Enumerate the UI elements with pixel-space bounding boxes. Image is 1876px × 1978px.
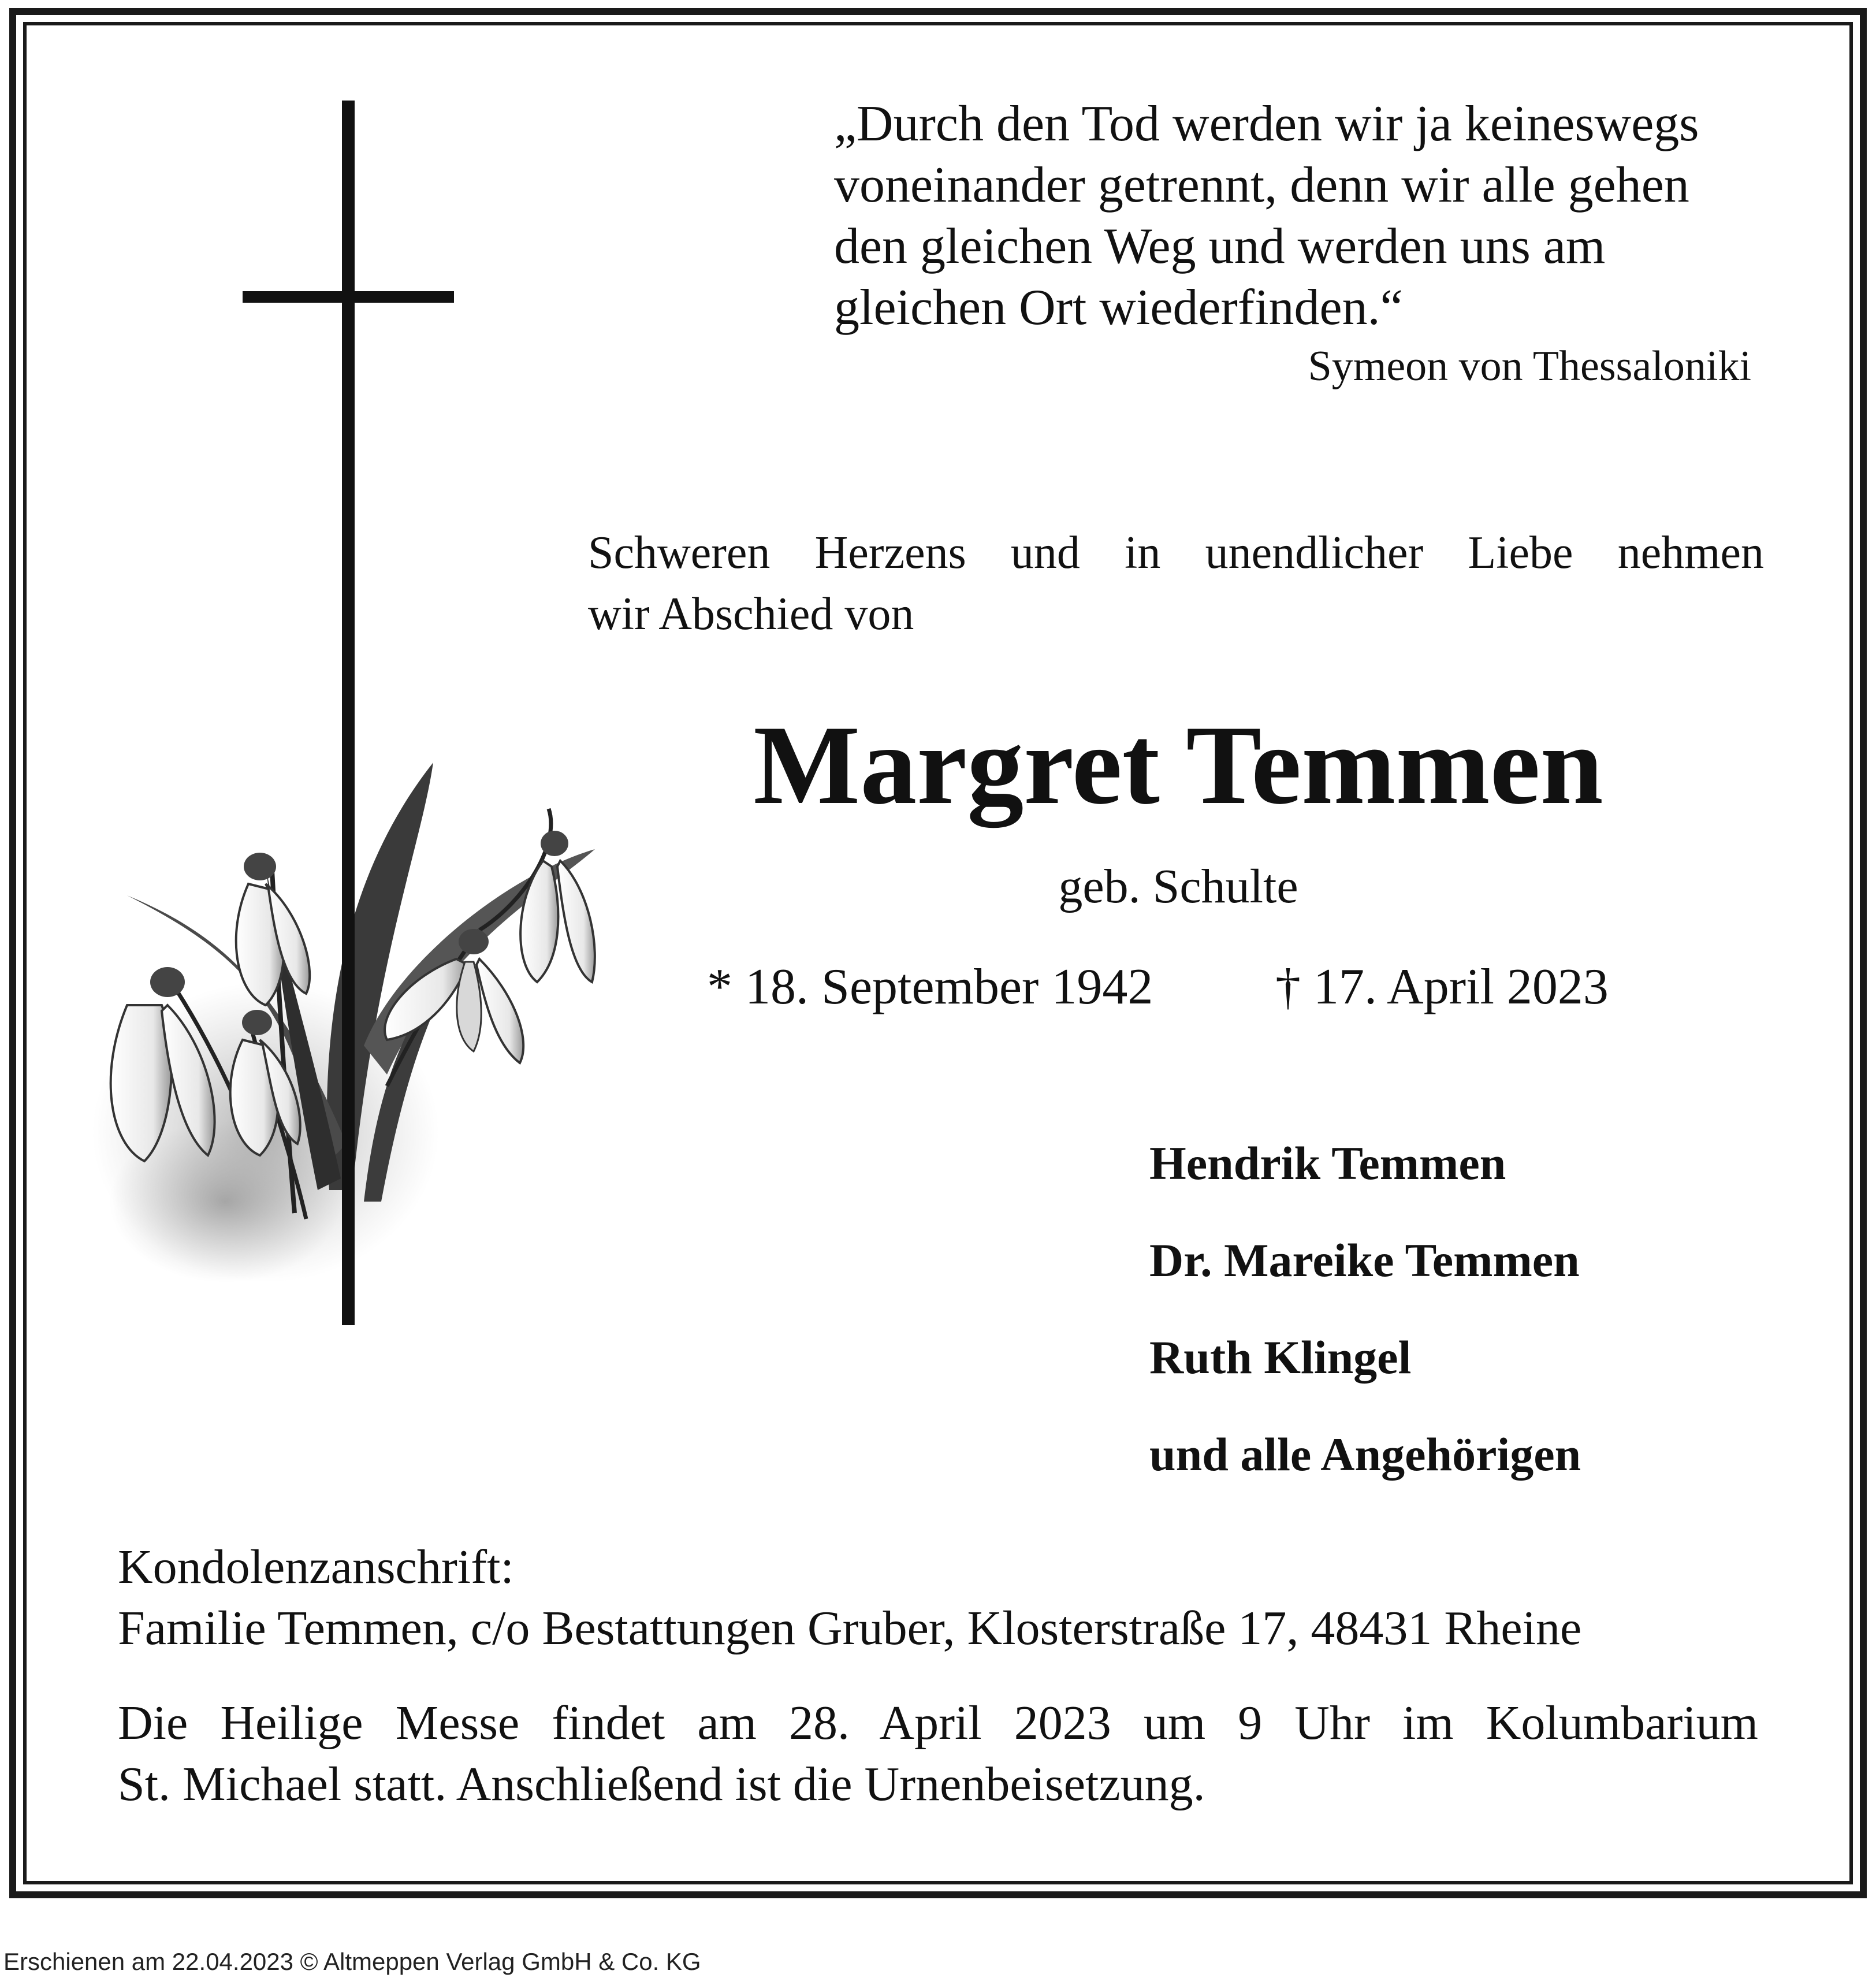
service-line: St. Michael statt. Anschließend ist die Urnenbeisetzung. — [118, 1757, 1205, 1811]
quote-line: den gleichen Weg und werden uns am — [834, 218, 1606, 274]
service-line: Die Heilige Messe findet am 28. April 2023 um 9 Uhr im Kolumbarium — [118, 1696, 1758, 1750]
quote-author: Symeon von Thessaloniki — [1308, 343, 1751, 390]
service-info — [118, 1693, 1758, 1815]
birth-date: * 18. September 1942 — [707, 959, 1153, 1015]
mourners-list — [1149, 1115, 1581, 1503]
deceased-name: Margret Temmen — [753, 702, 1603, 828]
birth-name: geb. Schulte — [1058, 860, 1298, 913]
condolence-address — [118, 1537, 1758, 1659]
cross-and-snowdrops-illustration — [75, 92, 630, 1340]
intro-line: wir Abschied von — [588, 589, 914, 639]
quote-line: voneinander getrennt, denn wir alle gehen — [834, 157, 1689, 213]
mourner-name: und alle Angehörigen — [1149, 1428, 1581, 1481]
intro-text — [588, 522, 1764, 645]
intro-line: Schweren Herzens und in unendlicher Liebe nehmen — [588, 527, 1764, 578]
quote-line: gleichen Ort wiederfinden.“ — [834, 280, 1403, 336]
condolence-address-line: Familie Temmen, c/o Bestattungen Gruber, Klosterstraße 17, 48431 Rheine — [118, 1601, 1582, 1655]
quote-line: „Durch den Tod werden wir ja keineswegs — [834, 96, 1699, 152]
mourner-name: Ruth Klingel — [1149, 1331, 1412, 1384]
mourner-name: Hendrik Temmen — [1149, 1137, 1506, 1189]
publication-footer: Erschienen am 22.04.2023 © Altmeppen Verlag GmbH & Co. KG — [3, 1948, 701, 1975]
condolence-label: Kondolenzanschrift: — [118, 1540, 514, 1594]
bible-quote — [834, 94, 1699, 339]
death-date: † 17. April 2023 — [1275, 959, 1609, 1015]
mourner-name: Dr. Mareike Temmen — [1149, 1234, 1580, 1287]
